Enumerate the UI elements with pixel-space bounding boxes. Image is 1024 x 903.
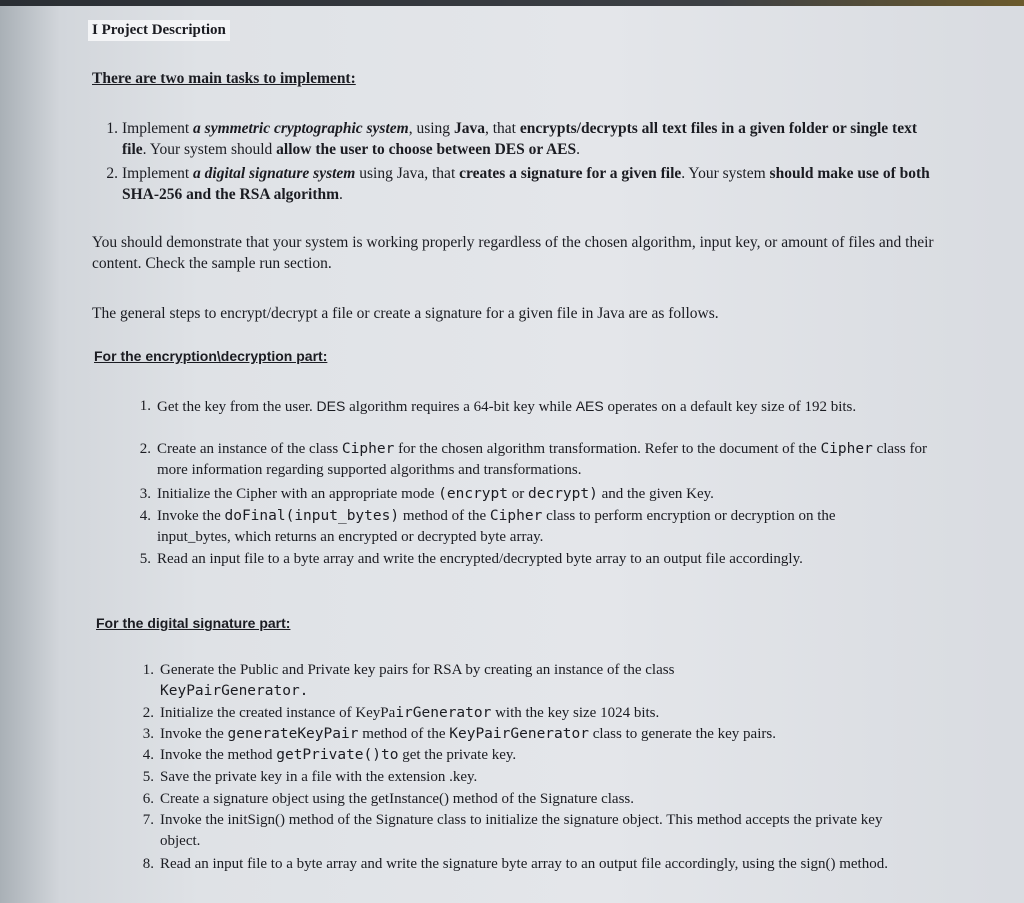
encryption-step-2 xyxy=(139,439,947,481)
text-run: Create a signature object using the getInstance() method of the Signature class. xyxy=(160,791,635,807)
text-run: , using xyxy=(408,120,454,137)
text-run: getPrivate()to xyxy=(276,747,399,763)
text-run: for the chosen algorithm transformation. Refer to the document of the xyxy=(394,441,821,457)
text-run: Implement xyxy=(122,120,194,137)
text-run: Read an input file to a byte array and write the encrypted/decrypted byte array to an output file accordingly. xyxy=(157,551,803,567)
step-number: 6. xyxy=(142,791,154,807)
encryption-step-4 xyxy=(139,506,887,548)
text-run: method of the xyxy=(399,508,490,524)
text-run: KeyPairGenerator. xyxy=(160,683,309,699)
encryption-heading: For the encryption\decryption part: xyxy=(94,348,328,364)
step-text xyxy=(160,726,776,742)
text-run: or xyxy=(508,486,528,502)
step-number: 1. xyxy=(139,398,151,414)
text-run: Get the key from the user. xyxy=(157,399,317,415)
text-run: . Your system xyxy=(681,165,770,182)
step-number: 3. xyxy=(139,486,151,502)
text-run: Java xyxy=(453,120,485,137)
text-run: . Your system should xyxy=(142,141,277,158)
text-run: Generate the Public and Private key pairs for RSA by creating an instance of the class xyxy=(160,662,675,678)
text-run: Cipher xyxy=(820,441,873,457)
step-number: 4. xyxy=(142,747,154,763)
step-text xyxy=(160,747,516,763)
text-run: AES xyxy=(575,398,604,414)
text-run: (encrypt xyxy=(438,486,508,502)
text-run: Invoke the initSign() method of the Signature class to initialize the signature object. This method accepts the private key object. xyxy=(160,812,883,849)
text-run: encrypts/decrypts all text files in a given folder or single text file xyxy=(122,120,918,158)
text-run: algorithm requires a 64-bit key while xyxy=(345,399,576,415)
step-text xyxy=(157,441,927,478)
text-run: Cipher xyxy=(341,441,395,457)
text-run: class to generate the key pairs. xyxy=(588,726,776,742)
text-run: generateKeyPair xyxy=(227,726,359,742)
text-run: should make use of both SHA-256 and the RSA algorithm xyxy=(122,165,930,203)
text-run: method of the xyxy=(358,726,450,742)
text-run: allow the user to choose between DES or AES xyxy=(276,141,577,158)
text-run: Save the private key in a file with the extension .key. xyxy=(160,769,478,785)
step-text xyxy=(160,769,477,785)
task-number: 2. xyxy=(106,165,118,182)
text-run: Create an instance of the class xyxy=(157,441,342,457)
text-run: and the given Key. xyxy=(597,486,714,502)
step-number: 2. xyxy=(142,705,154,721)
text-run: . xyxy=(339,186,343,203)
text-run: Invoke the xyxy=(160,726,228,742)
step-number: 7. xyxy=(142,812,154,828)
text-run: get the private key. xyxy=(398,747,517,763)
task-text xyxy=(122,120,917,158)
text-run: DES xyxy=(316,398,346,414)
section-title: I Project Description xyxy=(88,20,230,41)
step-text xyxy=(160,705,659,721)
task-item-1 xyxy=(106,118,944,160)
task-text xyxy=(122,165,930,203)
step-number: 2. xyxy=(139,441,151,457)
text-run: doFinal(input_bytes) xyxy=(224,508,400,524)
text-run: Initialize the created instance of KeyPa xyxy=(160,705,396,721)
step-text xyxy=(160,662,674,699)
text-run: Implement xyxy=(122,165,194,182)
step-number: 5. xyxy=(142,769,154,785)
text-run: , that xyxy=(484,120,520,137)
text-run: creates a signature for a given file xyxy=(459,165,682,182)
step-text xyxy=(157,399,856,415)
text-run: decrypt) xyxy=(528,486,598,502)
step-number: 1. xyxy=(142,662,154,678)
demonstrate-paragraph: You should demonstrate that your system is working properly regardless of the chosen algorithm, input key, or amount of files and their content. Check the sample run section. xyxy=(92,234,934,272)
step-text xyxy=(157,486,714,502)
text-run: . xyxy=(576,141,580,158)
encryption-step-1 xyxy=(139,396,932,418)
signature-step-6 xyxy=(142,789,940,810)
text-run: irGenerator xyxy=(395,705,492,721)
signature-step-8 xyxy=(142,854,940,875)
step-text xyxy=(160,812,882,849)
encryption-step-5 xyxy=(139,549,897,570)
task-item-2 xyxy=(106,163,944,205)
signature-step-3 xyxy=(142,724,950,745)
step-number: 4. xyxy=(139,508,151,524)
text-run: class for more information regarding supported algorithms and transformations. xyxy=(157,441,927,478)
signature-heading: For the digital signature part: xyxy=(96,615,291,631)
text-run: Invoke the method xyxy=(160,747,277,763)
step-text xyxy=(160,791,634,807)
text-run: Read an input file to a byte array and write the signature byte array to an output file accordingly, using the sign() method. xyxy=(160,856,888,872)
signature-step-7 xyxy=(142,810,900,852)
step-text xyxy=(160,856,888,872)
text-run: a symmetric cryptographic system xyxy=(193,120,409,137)
step-number: 5. xyxy=(139,551,151,567)
text-run: a digital signature system xyxy=(193,165,356,182)
general-steps-paragraph: The general steps to encrypt/decrypt a file or create a signature for a given file in Java are as follows. xyxy=(92,305,719,322)
task-number: 1. xyxy=(106,120,118,137)
text-run: using Java, that xyxy=(355,165,460,182)
tasks-heading: There are two main tasks to implement: xyxy=(92,70,356,87)
signature-step-4 xyxy=(142,745,940,766)
signature-step-1 xyxy=(142,660,820,702)
text-run: operates on a default key size of 192 bits. xyxy=(603,399,857,415)
text-run: Cipher xyxy=(489,508,543,524)
step-number: 8. xyxy=(142,856,154,872)
text-run: Initialize the Cipher with an appropriate mode xyxy=(157,486,439,502)
top-edge-strip xyxy=(0,0,1024,6)
signature-step-5 xyxy=(142,767,940,788)
signature-step-2 xyxy=(142,703,940,724)
text-run: KeyPairGenerator xyxy=(449,726,589,742)
text-run: class to perform encryption or decryption on the input_bytes, which returns an encrypted or decrypted byte array. xyxy=(157,508,836,545)
step-text xyxy=(157,551,803,567)
step-text xyxy=(157,508,836,545)
text-run: Invoke the xyxy=(157,508,225,524)
step-number: 3. xyxy=(142,726,154,742)
text-run: with the key size 1024 bits. xyxy=(491,705,660,721)
encryption-step-3 xyxy=(139,484,947,505)
